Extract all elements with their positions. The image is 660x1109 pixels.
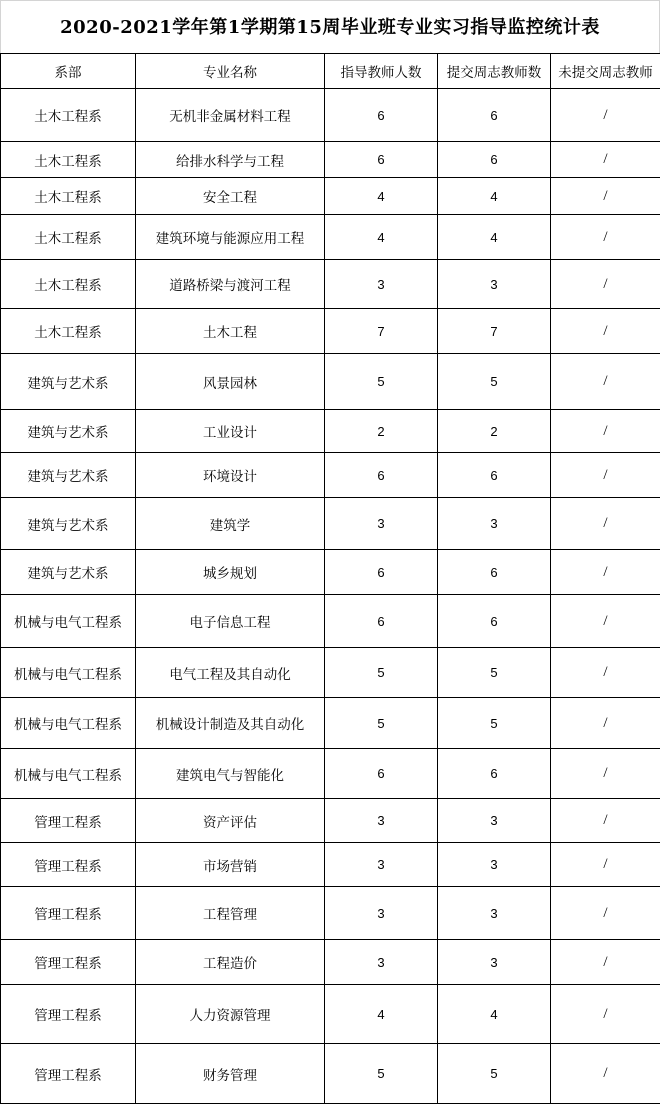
missing-cell: / [551, 498, 660, 550]
header-dept: 系部 [1, 54, 136, 89]
table-row [1, 142, 660, 178]
dept-cell: 建筑与艺术系 [1, 550, 136, 595]
submitted-count-cell: 3 [438, 498, 551, 550]
advisor-count-cell: 4 [325, 215, 438, 260]
dept-cell: 建筑与艺术系 [1, 498, 136, 550]
table-row [1, 309, 660, 354]
major-cell: 工业设计 [136, 410, 325, 453]
table-row [1, 550, 660, 595]
advisor-count-cell: 3 [325, 260, 438, 309]
missing-cell: / [551, 260, 660, 309]
dept-cell: 建筑与艺术系 [1, 354, 136, 410]
header-missing: 未提交周志教师 [551, 54, 660, 89]
table-row [1, 260, 660, 309]
submitted-count-cell: 2 [438, 410, 551, 453]
major-cell: 环境设计 [136, 453, 325, 498]
table-row [1, 354, 660, 410]
submitted-count-cell: 3 [438, 843, 551, 887]
dept-cell: 建筑与艺术系 [1, 453, 136, 498]
table-row [1, 453, 660, 498]
dept-cell: 土木工程系 [1, 89, 136, 142]
submitted-count-cell: 4 [438, 215, 551, 260]
advisor-count-cell: 4 [325, 985, 438, 1044]
header-advisors: 指导教师人数 [325, 54, 438, 89]
submitted-count-cell: 5 [438, 648, 551, 698]
dept-cell: 建筑与艺术系 [1, 410, 136, 453]
major-cell: 无机非金属材料工程 [136, 89, 325, 142]
dept-cell: 土木工程系 [1, 260, 136, 309]
submitted-count-cell: 5 [438, 698, 551, 749]
missing-cell: / [551, 410, 660, 453]
missing-cell: / [551, 843, 660, 887]
major-cell: 工程造价 [136, 940, 325, 985]
table-row [1, 749, 660, 799]
missing-cell: / [551, 89, 660, 142]
table-row [1, 410, 660, 453]
submitted-count-cell: 6 [438, 550, 551, 595]
missing-cell: / [551, 799, 660, 843]
submitted-count-cell: 7 [438, 309, 551, 354]
missing-cell: / [551, 698, 660, 749]
advisor-count-cell: 3 [325, 940, 438, 985]
missing-cell: / [551, 940, 660, 985]
dept-cell: 机械与电气工程系 [1, 648, 136, 698]
advisor-count-cell: 6 [325, 749, 438, 799]
dept-cell: 管理工程系 [1, 985, 136, 1044]
table-row [1, 89, 660, 142]
missing-cell: / [551, 550, 660, 595]
major-cell: 建筑电气与智能化 [136, 749, 325, 799]
table-row [1, 940, 660, 985]
table-row [1, 215, 660, 260]
advisor-count-cell: 7 [325, 309, 438, 354]
major-cell: 道路桥梁与渡河工程 [136, 260, 325, 309]
header-submitted: 提交周志教师数 [438, 54, 551, 89]
submitted-count-cell: 6 [438, 453, 551, 498]
major-cell: 安全工程 [136, 178, 325, 215]
advisor-count-cell: 3 [325, 887, 438, 940]
advisor-count-cell: 6 [325, 142, 438, 178]
header-row [1, 54, 660, 89]
advisor-count-cell: 3 [325, 498, 438, 550]
dept-cell: 土木工程系 [1, 309, 136, 354]
dept-cell: 机械与电气工程系 [1, 749, 136, 799]
major-cell: 机械设计制造及其自动化 [136, 698, 325, 749]
major-cell: 建筑环境与能源应用工程 [136, 215, 325, 260]
missing-cell: / [551, 309, 660, 354]
dept-cell: 土木工程系 [1, 215, 136, 260]
dept-cell: 土木工程系 [1, 178, 136, 215]
advisor-count-cell: 6 [325, 595, 438, 648]
major-cell: 资产评估 [136, 799, 325, 843]
table-row [1, 985, 660, 1044]
major-cell: 土木工程 [136, 309, 325, 354]
statistics-table [0, 53, 660, 1104]
major-cell: 人力资源管理 [136, 985, 325, 1044]
table-row [1, 698, 660, 749]
advisor-count-cell: 5 [325, 698, 438, 749]
advisor-count-cell: 5 [325, 354, 438, 410]
submitted-count-cell: 3 [438, 887, 551, 940]
major-cell: 风景园林 [136, 354, 325, 410]
submitted-count-cell: 5 [438, 354, 551, 410]
missing-cell: / [551, 142, 660, 178]
advisor-count-cell: 6 [325, 550, 438, 595]
table-row [1, 595, 660, 648]
submitted-count-cell: 4 [438, 178, 551, 215]
dept-cell: 机械与电气工程系 [1, 595, 136, 648]
advisor-count-cell: 5 [325, 648, 438, 698]
major-cell: 城乡规划 [136, 550, 325, 595]
advisor-count-cell: 6 [325, 453, 438, 498]
dept-cell: 管理工程系 [1, 843, 136, 887]
page-title: 2020-2021学年第1学期第15周毕业班专业实习指导监控统计表 [0, 0, 660, 53]
missing-cell: / [551, 453, 660, 498]
missing-cell: / [551, 887, 660, 940]
major-cell: 工程管理 [136, 887, 325, 940]
major-cell: 给排水科学与工程 [136, 142, 325, 178]
dept-cell: 管理工程系 [1, 799, 136, 843]
submitted-count-cell: 6 [438, 749, 551, 799]
advisor-count-cell: 5 [325, 1044, 438, 1104]
submitted-count-cell: 3 [438, 940, 551, 985]
dept-cell: 土木工程系 [1, 142, 136, 178]
advisor-count-cell: 2 [325, 410, 438, 453]
missing-cell: / [551, 749, 660, 799]
advisor-count-cell: 4 [325, 178, 438, 215]
submitted-count-cell: 6 [438, 595, 551, 648]
submitted-count-cell: 5 [438, 1044, 551, 1104]
dept-cell: 管理工程系 [1, 1044, 136, 1104]
missing-cell: / [551, 215, 660, 260]
missing-cell: / [551, 648, 660, 698]
missing-cell: / [551, 595, 660, 648]
major-cell: 电子信息工程 [136, 595, 325, 648]
advisor-count-cell: 3 [325, 843, 438, 887]
dept-cell: 机械与电气工程系 [1, 698, 136, 749]
submitted-count-cell: 3 [438, 260, 551, 309]
header-major: 专业名称 [136, 54, 325, 89]
table-row [1, 1044, 660, 1104]
table-row [1, 178, 660, 215]
table-body [1, 89, 660, 1104]
missing-cell: / [551, 178, 660, 215]
dept-cell: 管理工程系 [1, 940, 136, 985]
table-row [1, 799, 660, 843]
major-cell: 电气工程及其自动化 [136, 648, 325, 698]
advisor-count-cell: 6 [325, 89, 438, 142]
table-row [1, 648, 660, 698]
table-row [1, 843, 660, 887]
submitted-count-cell: 4 [438, 985, 551, 1044]
table-row [1, 498, 660, 550]
missing-cell: / [551, 1044, 660, 1104]
missing-cell: / [551, 354, 660, 410]
major-cell: 市场营销 [136, 843, 325, 887]
major-cell: 财务管理 [136, 1044, 325, 1104]
submitted-count-cell: 3 [438, 799, 551, 843]
dept-cell: 管理工程系 [1, 887, 136, 940]
missing-cell: / [551, 985, 660, 1044]
submitted-count-cell: 6 [438, 89, 551, 142]
submitted-count-cell: 6 [438, 142, 551, 178]
table-row [1, 887, 660, 940]
advisor-count-cell: 3 [325, 799, 438, 843]
major-cell: 建筑学 [136, 498, 325, 550]
